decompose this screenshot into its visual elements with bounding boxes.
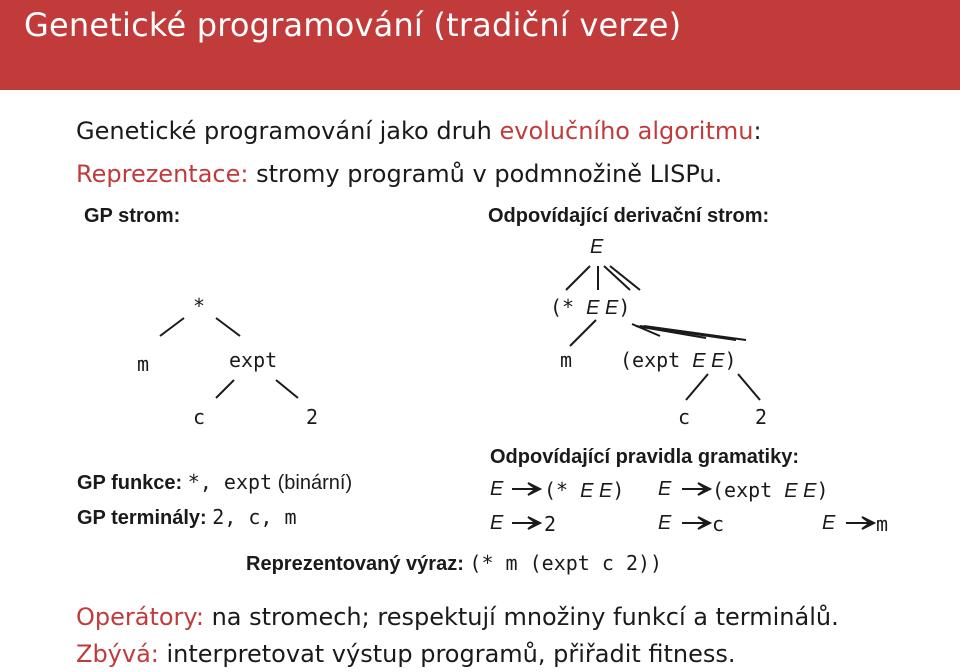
arrow-icon: [846, 517, 874, 529]
rule-4-lhs: E: [658, 512, 672, 534]
gp-edge-expt-c: [216, 380, 234, 398]
gp-edge-root-m: [160, 318, 184, 336]
gp-edge-expt-2: [276, 380, 298, 398]
rule-2-close: ): [816, 478, 829, 502]
intro-line-1-accent: evolučního algoritmu: [499, 117, 754, 145]
arrow-icon: [512, 483, 540, 495]
rule-2-e2: E: [797, 480, 817, 502]
rule-3-rhs: 2: [544, 512, 557, 536]
arrow-icon: [682, 483, 710, 495]
gp-terminals-value: 2, c, m: [212, 505, 297, 529]
intro-line-2-text: stromy programů v podmnožině LISPu.: [248, 160, 723, 188]
gp-node-expt: expt: [229, 348, 278, 372]
dt-level2-e2: E: [705, 350, 725, 372]
dt-level2-open: (expt: [620, 348, 693, 372]
expression-value: (* m (expt c 2)): [469, 551, 663, 575]
dt-edge-e3-c: [686, 374, 708, 400]
gp-functions: [77, 470, 352, 495]
dt-level1-e2: E: [599, 297, 619, 319]
derivation-tree-label: Odpovídající derivační strom:: [488, 205, 770, 227]
dt-node-level2: [620, 348, 737, 373]
footer-line-2-accent: Zbývá:: [76, 640, 159, 668]
dt-node-m: m: [560, 348, 573, 372]
rule-1-e2: E: [593, 480, 613, 502]
dt-edge-e4-2: [738, 374, 760, 400]
rule-1-lhs: E: [490, 478, 504, 500]
intro-line-2-accent: Reprezentace:: [76, 160, 249, 188]
dt-level2-e1: E: [692, 350, 706, 372]
gp-node-2: 2: [306, 405, 319, 429]
gp-node-root: *: [193, 294, 206, 318]
expression: [246, 551, 662, 576]
footer-line-2-text: interpretovat výstup programů, přiřadit fitness.: [158, 640, 736, 668]
rule-1-open: (*: [544, 478, 581, 502]
footer-line-1: [76, 603, 839, 631]
gp-terminals-label: GP terminály:: [77, 507, 213, 529]
gp-edge-root-expt: [216, 318, 240, 336]
rule-1-close: ): [612, 478, 625, 502]
grammar-label: Odpovídající pravidla gramatiky:: [490, 446, 799, 468]
rule-2-rhs: [712, 478, 829, 503]
dt-level1-e1: E: [586, 297, 600, 319]
dt-edge-e1-m: [570, 320, 596, 346]
dt-node-c: c: [678, 405, 691, 429]
dt-level1-open: (*: [550, 295, 587, 319]
dt-node-root: E: [590, 236, 604, 258]
rule-2-lhs: E: [658, 478, 672, 500]
gp-functions-note: (binární): [272, 472, 353, 494]
intro-line-1-end: :: [753, 117, 762, 145]
dt-node-level1: [550, 295, 630, 320]
dt-level2-close: ): [724, 348, 737, 372]
rule-2-open: (expt: [712, 478, 785, 502]
rule-1-rhs: [544, 478, 624, 503]
expression-label: Reprezentovaný výraz:: [246, 553, 470, 575]
rule-5-lhs: E: [822, 512, 836, 534]
gp-functions-label: GP funkce:: [77, 472, 188, 494]
dt-level1-close: ): [618, 295, 631, 319]
intro-line-1-text: Genetické programování jako druh: [76, 117, 500, 145]
slide-title: Genetické programování (tradiční verze): [24, 6, 682, 44]
gp-functions-value: *, expt: [187, 470, 273, 494]
gp-node-c: c: [193, 405, 206, 429]
dt-node-2: 2: [755, 405, 768, 429]
rule-2-e1: E: [784, 480, 798, 502]
arrow-icon: [682, 517, 710, 529]
arrow-icon: [512, 517, 540, 529]
rule-4-rhs: c: [712, 512, 725, 536]
rule-5-rhs: m: [876, 512, 889, 536]
gp-node-m: m: [137, 352, 150, 376]
rule-1-e1: E: [580, 480, 594, 502]
rule-3-lhs: E: [490, 512, 504, 534]
gp-terminals: [77, 505, 297, 530]
footer-line-2: [76, 640, 736, 668]
footer-line-1-accent: Operátory:: [76, 603, 204, 631]
dt-edge-e2-close: [644, 326, 746, 340]
footer-line-1-text: na stromech; respektují množiny funkcí a terminálů.: [203, 603, 839, 631]
gp-tree-label: GP strom:: [84, 205, 181, 227]
dt-edge-e-open: [566, 266, 590, 290]
